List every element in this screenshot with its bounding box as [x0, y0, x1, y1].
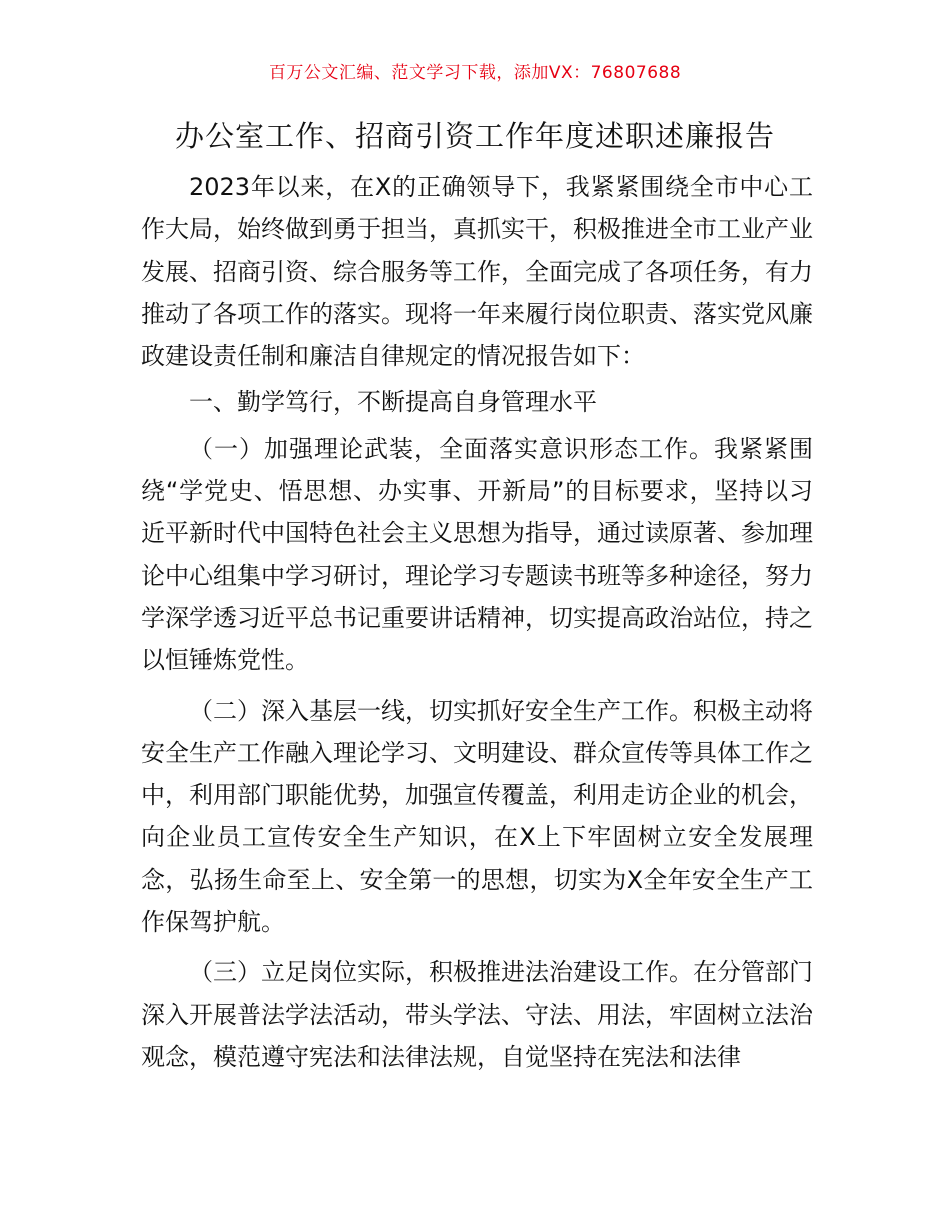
paragraph-item-3: （三）立足岗位实际，积极推进法治建设工作。在分管部门深入开展普法学法活动，带头学法、守法、用法，牢固树立法治观念，模范遵守宪法和法律法规，自觉坚持在宪法和法律 [141, 958, 813, 1071]
intro-paragraph: 2023年以来，在X的正确领导下，我紧紧围绕全市中心工作大局，始终做到勇于担当，真抓实干，积极推进全市工业产业发展、招商引资、综合服务等工作，全面完成了各项任务，有力推动了各项工作的落实。现将一年来履行岗位职责、落实党风廉政建设责任制和廉洁自律规定的情况报告如下： [141, 173, 813, 371]
paragraph-item-2: （二）深入基层一线，切实抓好安全生产工作。积极主动将安全生产工作融入理论学习、文明建设、群众宣传等具体工作之中，利用部门职能优势，加强宣传覆盖，利用走访企业的机会，向企业员工宣传安全生产知识，在X上下牢固树立安全发展理念，弘扬生命至上、安全第一的思想，切实为X全年安全生产工作保驾护航。 [141, 696, 813, 937]
document-title: 办公室工作、招商引资工作年度述职述廉报告 [174, 119, 775, 153]
paragraph-item-1: （一）加强理论武装，全面落实意识形态工作。我紧紧围绕“学党史、悟思想、办实事、开新局”的目标要求，坚持以习近平新时代中国特色社会主义思想为指导，通过读原著、参加理论中心组集中学习研讨，理论学习专题读书班等多种途径，努力学深学透习近平总书记重要讲话精神，切实提高政治站位，持之以恒锤炼党性。 [141, 434, 813, 675]
watermark-banner: 百万公文汇编、范文学习下载，添加VX：76807688 [268, 63, 682, 83]
section-heading-1: 一、勤学笃行，不断提高自身管理水平 [189, 388, 597, 417]
document-body [141, 166, 813, 1078]
